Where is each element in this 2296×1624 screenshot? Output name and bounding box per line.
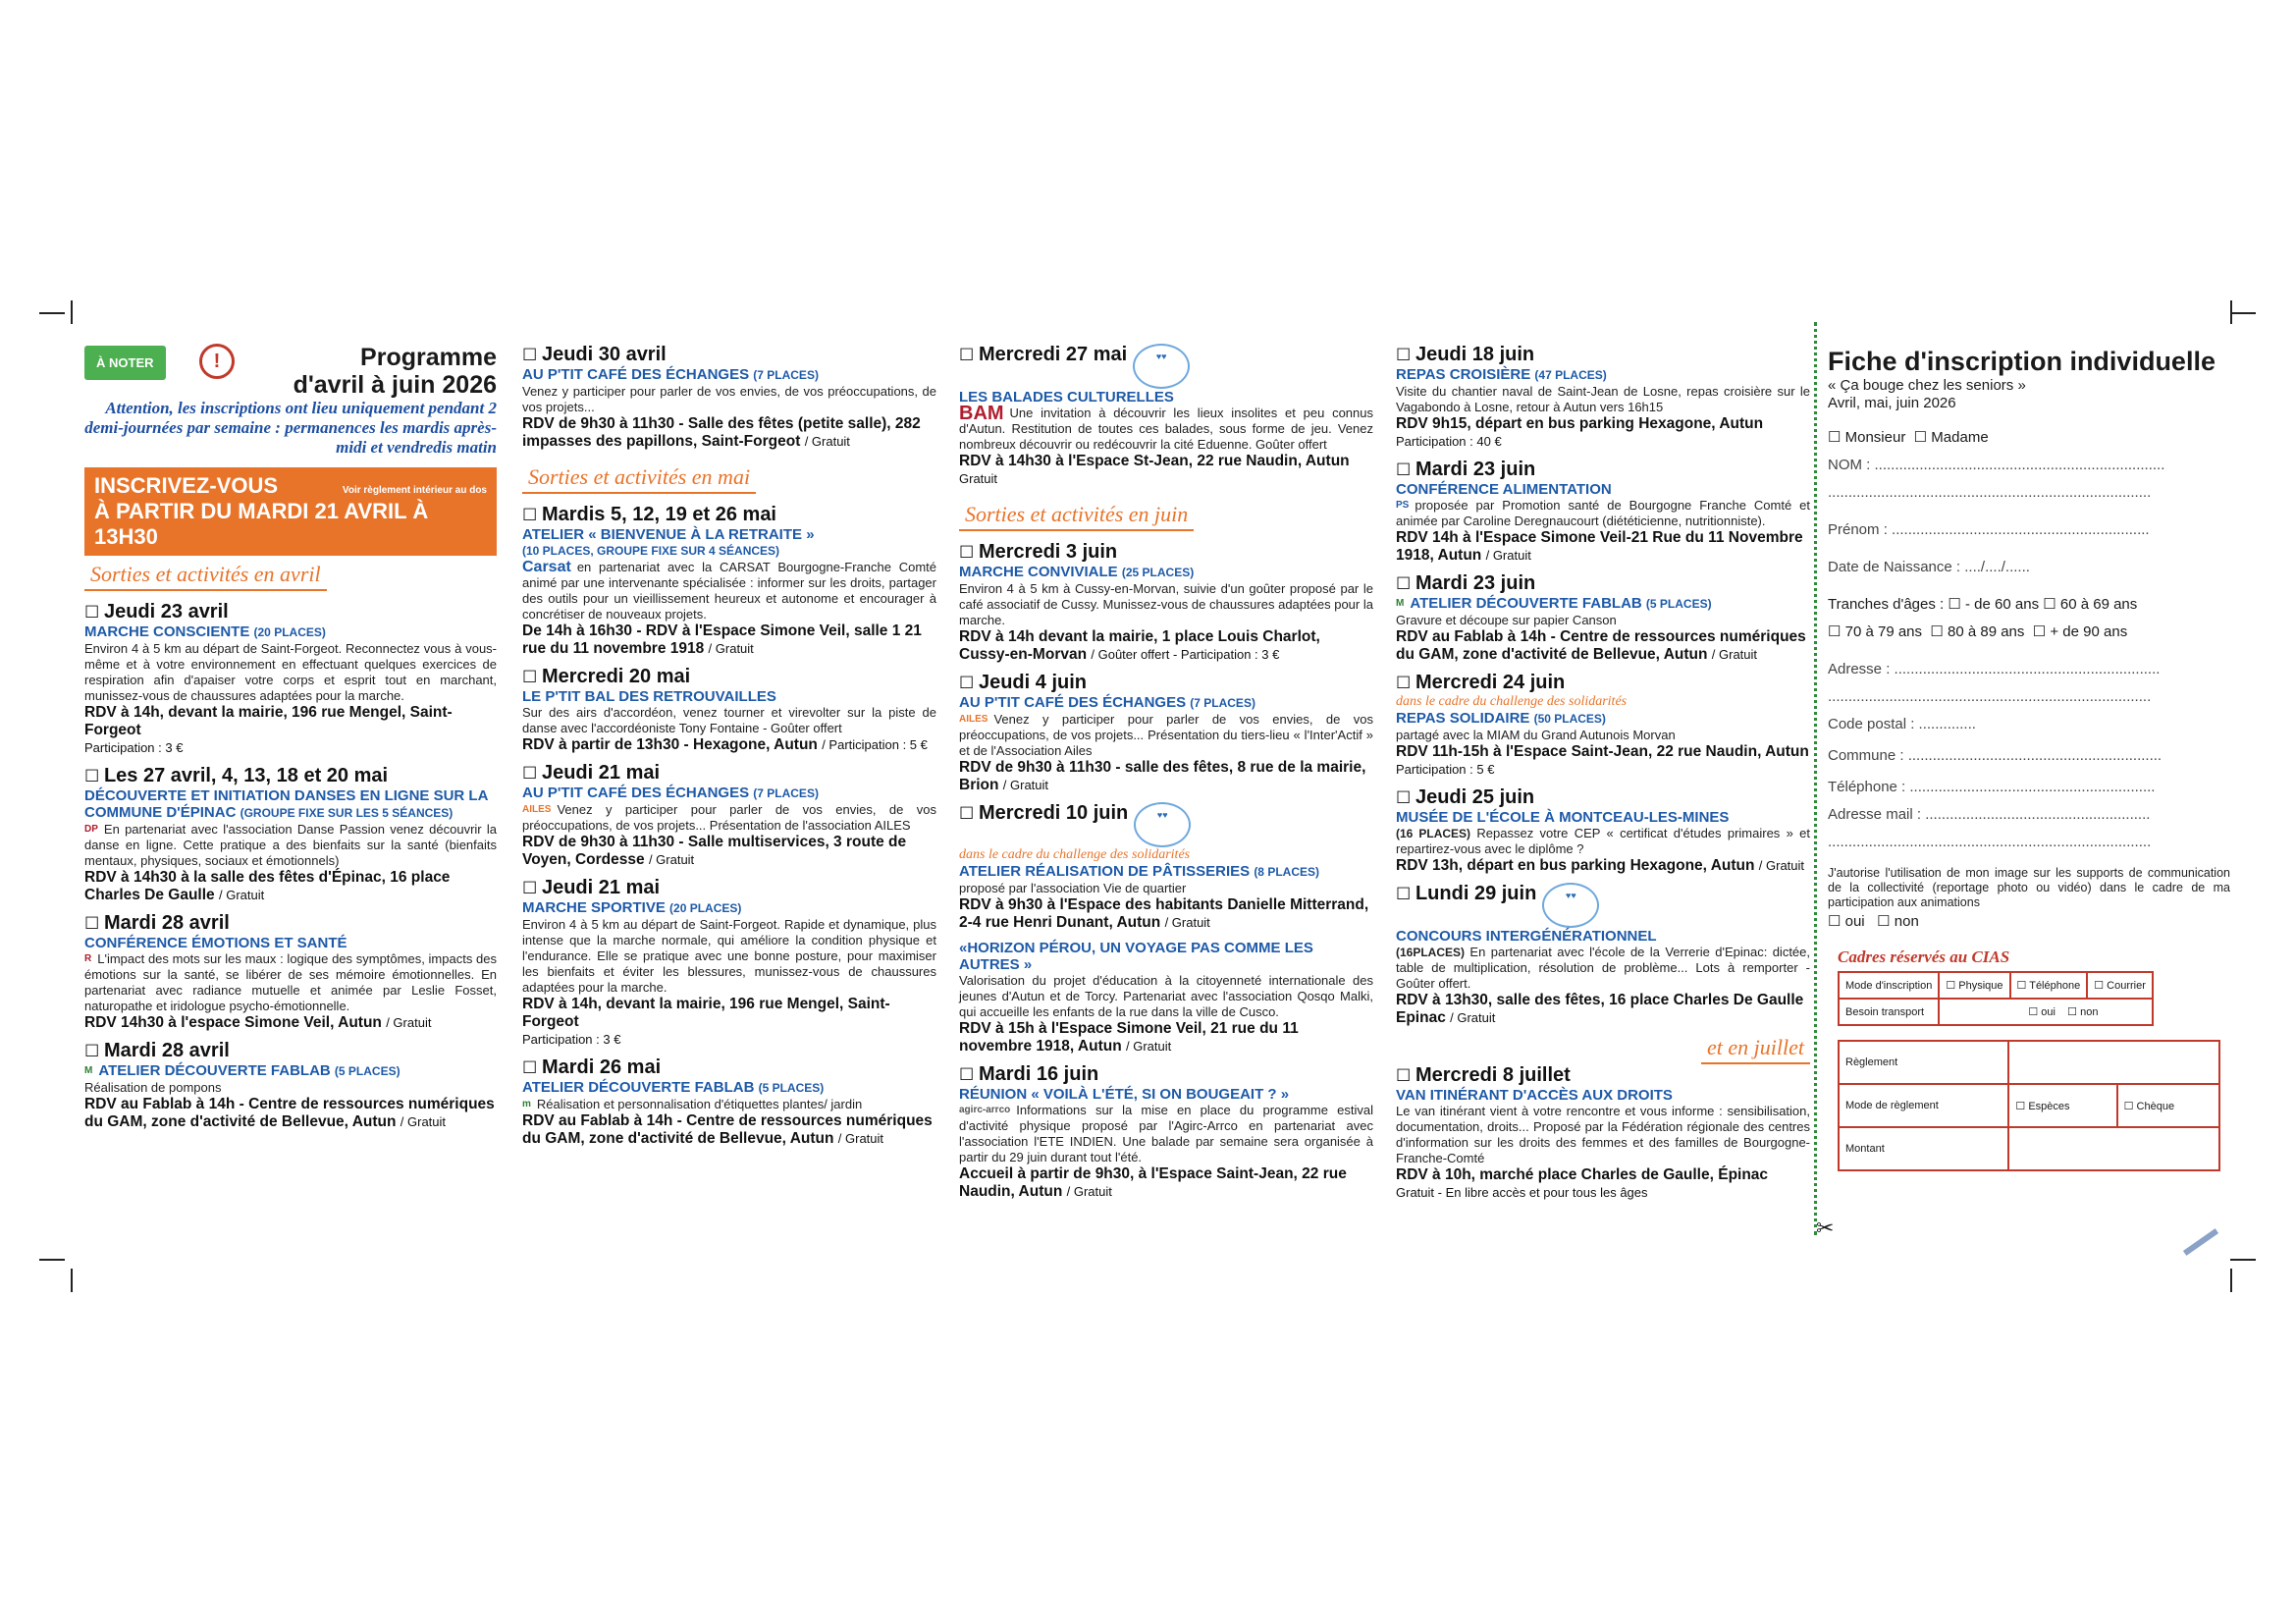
event-rdv: RDV à 14h30 à la salle des fêtes d'Épinac, 16 place Charles De Gaulle / Gratuit [84, 869, 451, 903]
event-title: M ATELIER DÉCOUVERTE FABLAB (5 PLACES) [1396, 595, 1712, 612]
nom-field[interactable]: NOM : ....................................................................... [1828, 457, 2165, 473]
event-desc: proposé par l'association Vie de quartier [959, 881, 1187, 895]
event-date: ☐ Mercredi 24 juin [1396, 672, 1810, 694]
madame-checkbox[interactable]: ☐ Madame [1913, 429, 1989, 446]
event-rdv: RDV à 9h30 à l'Espace des habitants Danielle Mitterrand, 2-4 rue Henri Dunant, Autun / Gratuit [959, 896, 1369, 931]
column-june-july [1396, 344, 1810, 1210]
event-rdv: RDV à 14h30 à l'Espace St-Jean, 22 rue Naudin, Autun [959, 453, 1350, 469]
column-may [522, 344, 936, 1156]
event-date: ☐ Mardi 28 avril [84, 912, 497, 935]
event-desc: AILES Venez y participer pour parler de vos envies, de vos préoccupations, de vos projets... Présentation du tiers-lieu « l'Inter'Actif » et de l'Association Ailes [959, 712, 1373, 758]
event-title: CONFÉRENCE ÉMOTIONS ET SANTÉ [84, 935, 347, 951]
event-title: AU P'TIT CAFÉ DES ÉCHANGES (7 PLACES) [522, 366, 819, 383]
crop-mark [71, 300, 73, 324]
event-desc: agirc-arrco Informations sur la mise en place du programme estival d'activité physique proposé par l'Agirc-Arrco en partenariat avec l'association l'ETE INDIEN. Une balade par semaine sera organisée à partir du 29 juin durant tout l'été. [959, 1103, 1373, 1164]
inscription-line-2: À PARTIR DU MARDI 21 AVRIL À 13H30 [94, 499, 429, 549]
especes-checkbox[interactable]: ☐ Espèces [2008, 1084, 2116, 1127]
commune-field[interactable]: Commune : .............................................................. [1828, 747, 2163, 764]
event-title: AU P'TIT CAFÉ DES ÉCHANGES (7 PLACES) [522, 785, 819, 801]
event-date: ☐ Jeudi 30 avril [522, 344, 936, 366]
event [522, 762, 936, 869]
montant-label: Montant [1839, 1127, 2008, 1170]
section-heading: Sorties et activités en juin [959, 502, 1194, 531]
event-rdv: RDV à 10h, marché place Charles de Gaulle, Épinac [1396, 1166, 1769, 1183]
event-rdv: RDV 11h-15h à l'Espace Saint-Jean, 22 rue Naudin, Autun [1396, 743, 1809, 760]
event-title: REPAS SOLIDAIRE (50 PLACES) [1396, 710, 1606, 727]
event-rdv: RDV 9h15, départ en bus parking Hexagone, Autun [1396, 415, 1764, 432]
event-rdv: RDV de 9h30 à 11h30 - Salle des fêtes (petite salle), 282 impasses des papillons, Saint-Forgeot / Gratuit [522, 415, 921, 450]
email-field-line2[interactable]: ............................................................................... [1828, 834, 2152, 850]
event [959, 541, 1373, 664]
nom-field-line2[interactable]: ............................................................................... [1828, 484, 2152, 501]
event-price: Participation : 5 € [1396, 762, 1495, 777]
event-date: ☐ Mercredi 27 mai ♥♥ [959, 344, 1373, 389]
birthdate-field[interactable]: Date de Naissance : ..../..../...... [1828, 559, 2030, 575]
column-april [84, 344, 497, 1139]
event-rdv: RDV à 14h, devant la mairie, 196 rue Mengel, Saint-Forgeot [84, 704, 453, 738]
event-date: ☐ Mardis 5, 12, 19 et 26 mai [522, 504, 936, 526]
event-desc: Réalisation de pompons [84, 1080, 222, 1095]
event-rdv: RDV de 9h30 à 11h30 - salle des fêtes, 8 rue de la mairie, Brion / Gratuit [959, 759, 1366, 793]
registration-form [1828, 346, 2230, 1171]
reglement-label: Règlement [1839, 1041, 2008, 1084]
monsieur-checkbox[interactable]: ☐ Monsieur [1828, 429, 1906, 446]
prenom-field[interactable]: Prénom : ............................................................... [1828, 521, 2150, 538]
event-title: LES BALADES CULTURELLES [959, 389, 1174, 406]
age-70-79-checkbox[interactable]: ☐ 70 à 79 ans [1828, 623, 1923, 640]
program-title: Programme [360, 344, 497, 371]
section-heading: Sorties et activités en avril [84, 562, 327, 591]
reglement-note: Voir règlement intérieur au dos [342, 485, 487, 496]
event-price: Gratuit [959, 471, 998, 486]
event-desc: Environ 4 à 5 km au départ de Saint-Forgeot. Reconnectez vous à vous-même et à votre environnement en effectuant quelques exercices de respiration afin d'apaiser votre corps et esprit tout en marchant, munissez-vous de chaussures adaptées pour la marche. [84, 641, 497, 703]
form-period: Avril, mai, juin 2026 [1828, 395, 1956, 411]
consent-no-checkbox[interactable]: ☐ non [1877, 913, 1919, 930]
mode-reglement-label: Mode de règlement [1839, 1084, 2008, 1127]
age-range-row: Tranches d'âges : ☐ - de 60 ans ☐ 60 à 69 ans [1828, 596, 2138, 613]
event [522, 1056, 936, 1148]
courrier-checkbox[interactable]: ☐ Courrier [2087, 972, 2153, 999]
event [522, 666, 936, 754]
event-date: ☐ Mardi 23 juin [1396, 459, 1810, 481]
event-date: ☐ Mardi 28 avril [84, 1040, 497, 1062]
event-title: CONFÉRENCE ALIMENTATION [1396, 481, 1612, 498]
event-date: ☐ Mercredi 8 juillet [1396, 1064, 1810, 1087]
event-title: MARCHE SPORTIVE (20 PLACES) [522, 899, 742, 916]
crop-mark [2230, 1269, 2232, 1292]
event-desc: Le van itinérant vient à votre rencontre et vous informe : sensibilisation, documentation, droits... Proposé par la Fédération régionale des centres d'information sur les droits des femmes et des familles de Bourgogne-Franche-Comté [1396, 1104, 1810, 1165]
pen-icon [2183, 1228, 2218, 1256]
event-rdv: RDV à 15h à l'Espace Simone Veil, 21 rue du 11 novembre 1918, Autun / Gratuit [959, 1020, 1299, 1055]
event-date: ☐ Mardi 16 juin [959, 1063, 1373, 1086]
ailes-logo: AILES [959, 714, 988, 725]
event [959, 1063, 1373, 1201]
crop-mark [2230, 300, 2232, 324]
event [959, 672, 1373, 794]
event-desc: m Réalisation et personnalisation d'étiquettes plantes/ jardin [522, 1097, 863, 1111]
program-subtitle: d'avril à juin 2026 [293, 371, 497, 399]
event-desc: BAM Une invitation à découvrir les lieux insolites et peu connus d'Autun. Restitution de toutes ces balades, sous forme de jeu. Venez nombreux découvrir ou redécouvrir la cité Eduenne. Goûter offert [959, 403, 1373, 452]
fablab-logo: m [522, 1099, 531, 1110]
age-under-60-checkbox[interactable]: ☐ - de 60 ans [1948, 596, 2040, 613]
event [1396, 883, 1810, 1027]
event-rdv: RDV au Fablab à 14h - Centre de ressources numériques du GAM, zone d'activité de Bellevue, Autun / Gratuit [1396, 628, 1806, 663]
intergenerationnel-stamp-icon: ♥♥ [1134, 802, 1191, 847]
event-title: REPAS CROISIÈRE (47 PLACES) [1396, 366, 1607, 383]
intergenerationnel-stamp-icon: ♥♥ [1133, 344, 1190, 389]
event [1396, 1064, 1810, 1202]
event-date: ☐ Jeudi 21 mai [522, 877, 936, 899]
crop-mark [39, 312, 65, 314]
event-places: (10 PLACES, GROUPE FIXE SUR 4 SÉANCES) [522, 544, 780, 558]
event-rdv: RDV au Fablab à 14h - Centre de ressources numériques du GAM, zone d'activité de Bellevue, Autun / Gratuit [522, 1112, 933, 1147]
a-noter-badge: À NOTER [84, 346, 166, 380]
agirc-arrco-logo: agirc-arrco [959, 1105, 1011, 1115]
event-title: LE P'TIT BAL DES RETROUVAILLES [522, 688, 776, 705]
cheque-checkbox[interactable]: ☐ Chèque [2117, 1084, 2219, 1127]
challenge-note: dans le cadre du challenge des solidarités [959, 847, 1191, 862]
event-title: M ATELIER DÉCOUVERTE FABLAB (5 PLACES) [84, 1062, 400, 1079]
attention-note: Attention, les inscriptions ont lieu uniquement pendant 2 demi-journées par semaine : permanences les mardis après-midi et vendredis matin [84, 399, 497, 457]
form-title: Fiche d'inscription individuelle [1828, 347, 2216, 376]
event-rdv: Accueil à partir de 9h30, à l'Espace Saint-Jean, 22 rue Naudin, Autun / Gratuit [959, 1165, 1347, 1200]
event-desc: Environ 4 à 5 km au départ de Saint-Forgeot. Rapide et dynamique, plus intense que la marche normale, qui améliore la condition physique et l'endurance. Elle se pratique avec une bonne posture, pour maximiser les bienfaits et éviter les blessures, munissez-vous de chaussures adaptées pour la marche. [522, 917, 936, 995]
event-rdv: RDV au Fablab à 14h - Centre de ressources numériques du GAM, zone d'activité de Bellevue, Autun / Gratuit [84, 1096, 495, 1130]
event-date: ☐ Lundi 29 juin ♥♥ [1396, 883, 1810, 928]
column-june [959, 344, 1373, 1209]
event-date: ☐ Jeudi 25 juin [1396, 786, 1810, 809]
event-rdv: RDV à 14h, devant la mairie, 196 rue Mengel, Saint-Forgeot [522, 996, 890, 1030]
event-rdv: RDV à partir de 13h30 - Hexagone, Autun / Participation : 5 € [522, 736, 928, 753]
event-desc: DP En partenariat avec l'association Danse Passion venez découvrir la danse en ligne. Cette pratique a des bienfaits sur la santé (bienfaits mentaux, physiques, sociaux et émotionnels) [84, 822, 497, 868]
event [1396, 672, 1810, 779]
intergenerationnel-stamp-icon: ♥♥ [1542, 883, 1599, 928]
event-desc: Environ 4 à 5 km à Cussy-en-Morvan, suivie d'un goûter proposé par le café associatif de Cussy. Munissez-vous de chaussures adaptées pour la marche. [959, 581, 1373, 627]
event-rdv: RDV à 13h30, salle des fêtes, 16 place Charles De Gaulle Epinac / Gratuit [1396, 992, 1804, 1026]
section-heading: Sorties et activités en mai [522, 464, 756, 494]
event-rdv: RDV 13h, départ en bus parking Hexagone, Autun / Gratuit [1396, 857, 1805, 874]
event-title: DÉCOUVERTE ET INITIATION DANSES EN LIGNE SUR LA COMMUNE D'ÉPINAC (GROUPE FIXE SUR LES 5 SÉANCES) [84, 787, 488, 821]
event-desc: partagé avec la MIAM du Grand Autunois Morvan [1396, 728, 1676, 742]
adresse-field[interactable]: Adresse : ................................................................. [1828, 661, 2161, 677]
scissors-icon: ✂ [1816, 1216, 1835, 1240]
crop-mark [2230, 1259, 2256, 1261]
bam-logo: BAM [959, 403, 1004, 424]
event-desc: PS proposée par Promotion santé de Bourgogne Franche Comté et animée par Caroline Deregnaucourt (diététicienne, nutritionniste). [1396, 498, 1810, 528]
event [1396, 572, 1810, 664]
event-desc: (16 PLACES) Repassez votre CEP « certificat d'études primaires » et repartirez-vous avec le diplôme ? [1396, 826, 1811, 856]
event-title: VAN ITINÉRANT D'ACCÈS AUX DROITS [1396, 1087, 1673, 1104]
code-postal-field[interactable]: Code postal : .............. [1828, 716, 1976, 732]
event-desc: Sur des airs d'accordéon, venez tourner et virevolter sur la piste de danse avec l'accordéoniste Tony Fontaine - Goûter offert [522, 705, 936, 735]
event-title: AU P'TIT CAFÉ DES ÉCHANGES (7 PLACES) [959, 694, 1255, 711]
event-price: Participation : 40 € [1396, 434, 1502, 449]
event-title: MARCHE CONSCIENTE (20 PLACES) [84, 623, 326, 640]
event [84, 601, 497, 757]
cias-title: Cadres réservés au CIAS [1838, 947, 2010, 966]
event-desc: Visite du chantier naval de Saint-Jean de Losne, repas croisière sur le Vagabondo à Losne, retour à Autun vers 16h15 [1396, 384, 1810, 414]
besoin-transport-label: Besoin transport [1839, 999, 1939, 1025]
event-desc: AILES Venez y participer pour parler de vos envies, de vos préoccupations, de vos projets... Présentation de l'association AILES [522, 802, 936, 833]
cias-table-1 [1838, 971, 2154, 1026]
event [959, 344, 1373, 488]
event-rdv: RDV 14h à l'Espace Simone Veil-21 Rue du 11 Novembre 1918, Autun / Gratuit [1396, 529, 1803, 564]
event-desc: (16PLACES) En partenariat avec l'école de la Verrerie d'Epinac: dictée, table de multiplication, résolution de problème... Lots à remporter - Goûter offert. [1396, 945, 1810, 991]
civility-row [1828, 426, 2230, 450]
event [84, 912, 497, 1032]
event-price: Gratuit - En libre accès et pour tous les âges [1396, 1185, 1648, 1200]
carsat-logo: Carsat [522, 559, 571, 575]
image-consent-text: J'autorise l'utilisation de mon image sur les supports de communication de la collectivité (reportage photo ou vidéo) dans le cadre de ma participation aux animations [1828, 866, 2230, 909]
event-title: «HORIZON PÉROU, UN VOYAGE PAS COMME LES AUTRES » [959, 940, 1313, 973]
event-title: ATELIER RÉALISATION DE PÂTISSERIES (8 PLACES) [959, 863, 1319, 880]
physique-checkbox[interactable]: ☐ Physique [1939, 972, 2009, 999]
fablab-logo: M [1396, 598, 1405, 609]
event-desc: Venez y participer pour parler de vos envies, de vos préoccupations, de vos projets... [522, 384, 936, 414]
event [84, 765, 497, 904]
consent-row [1828, 910, 2230, 934]
alert-icon: ! [199, 344, 235, 379]
age-60-69-checkbox[interactable]: ☐ 60 à 69 ans [2043, 596, 2138, 613]
event [522, 504, 936, 658]
consent-yes-checkbox[interactable]: ☐ oui [1828, 913, 1865, 930]
event-date: ☐ Mardi 26 mai [522, 1056, 936, 1079]
event-desc: Valorisation du projet d'éducation à la citoyenneté internationale des jeunes d'Autun et de Torcy. Partenariat avec l'association Qosqo Malki, qui accueille les enfants de la rue dans la ville de Cusco. [959, 973, 1373, 1019]
event-price: Participation : 3 € [522, 1032, 621, 1047]
event-date: ☐ Jeudi 18 juin [1396, 344, 1810, 366]
promotion-sante-logo: PS [1396, 500, 1410, 511]
crop-mark [2230, 312, 2256, 314]
event-title: CONCOURS INTERGÉNÉRATIONNEL [1396, 928, 1657, 945]
event [522, 877, 936, 1049]
mode-inscription-label: Mode d'inscription [1839, 972, 1939, 999]
event-rdv: RDV à 14h devant la mairie, 1 place Louis Charlot, Cussy-en-Morvan / Goûter offert - Participation : 3 € [959, 628, 1320, 663]
event-rdv: RDV 14h30 à l'espace Simone Veil, Autun / Gratuit [84, 1014, 432, 1031]
event-date: ☐ Jeudi 4 juin [959, 672, 1373, 694]
event [1396, 344, 1810, 451]
event-date: ☐ Mercredi 3 juin [959, 541, 1373, 564]
inscription-banner [84, 467, 497, 556]
event-desc: Gravure et découpe sur papier Canson [1396, 613, 1617, 627]
event-title: ATELIER « BIENVENUE À LA RETRAITE » [522, 526, 815, 543]
crop-mark [71, 1269, 73, 1292]
event-date: ☐ Mardi 23 juin [1396, 572, 1810, 595]
section-heading: et en juillet [1701, 1035, 1810, 1064]
inscription-line-1: INSCRIVEZ-VOUS [94, 473, 279, 498]
cut-line [1814, 322, 1817, 1235]
event [959, 940, 1373, 1056]
form-subtitle: « Ça bouge chez les seniors » [1828, 377, 2026, 394]
event-rdv: De 14h à 16h30 - RDV à l'Espace Simone Veil, salle 1 21 rue du 11 novembre 1918 / Gratuit [522, 623, 922, 657]
challenge-note: dans le cadre du challenge des solidarités [1396, 694, 1628, 709]
fablab-logo: M [84, 1065, 93, 1076]
age-80-89-checkbox[interactable]: ☐ 80 à 89 ans [1930, 623, 2025, 640]
event-date: ☐ Jeudi 21 mai [522, 762, 936, 785]
event-title: RÉUNION « VOILÀ L'ÉTÉ, SI ON BOUGEAIT ? » [959, 1086, 1290, 1103]
event-date: ☐ Les 27 avril, 4, 13, 18 et 20 mai [84, 765, 497, 787]
event-desc: Carsat en partenariat avec la CARSAT Bourgogne-Franche Comté animé par une intervenante spécialisée : informer sur les droits, partager des outils pour un vieillissement heureux et autonome et encourager à concrétiser de nouveaux projets. [522, 559, 936, 622]
telephone-field[interactable]: Téléphone : ............................................................ [1828, 779, 2156, 795]
event [959, 802, 1373, 932]
event [1396, 459, 1810, 565]
event-date: ☐ Jeudi 23 avril [84, 601, 497, 623]
event-title: MARCHE CONVIVIALE (25 PLACES) [959, 564, 1195, 580]
ailes-logo: AILES [522, 804, 552, 815]
email-field[interactable]: Adresse mail : ....................................................... [1828, 806, 2151, 823]
event-date: ☐ Mercredi 10 juin ♥♥ [959, 802, 1373, 847]
cias-table-2 [1838, 1040, 2220, 1171]
event-rdv: RDV de 9h30 à 11h30 - Salle multiservices, 3 route de Voyen, Cordesse / Gratuit [522, 834, 907, 868]
telephone-checkbox[interactable]: ☐ Téléphone [2010, 972, 2088, 999]
radiance-logo: R [84, 953, 92, 964]
crop-mark [39, 1259, 65, 1261]
event-title: ATELIER DÉCOUVERTE FABLAB (5 PLACES) [522, 1079, 825, 1096]
event-desc: R L'impact des mots sur les maux : logique des symptômes, impacts des émotions sur la santé, se libérer de ses mémoire émotionnelles. En partenariat avec radiance mutuelle et animée par Leslie Fosset, naturopathe et iridologue psycho-émotionnelle. [84, 951, 497, 1013]
adresse-field-line2[interactable]: ............................................................................... [1828, 688, 2152, 705]
age-90-plus-checkbox[interactable]: ☐ + de 90 ans [2032, 623, 2128, 640]
event-price: Participation : 3 € [84, 740, 184, 755]
transport-choice[interactable]: ☐ oui ☐ non [1939, 999, 2153, 1025]
event [84, 1040, 497, 1131]
age-range-row-2 [1828, 621, 2230, 644]
event [1396, 786, 1810, 875]
event [522, 344, 936, 451]
danse-passion-logo: DP [84, 824, 98, 835]
event-date: ☐ Mercredi 20 mai [522, 666, 936, 688]
event-title: MUSÉE DE L'ÉCOLE À MONTCEAU-LES-MINES [1396, 809, 1730, 826]
